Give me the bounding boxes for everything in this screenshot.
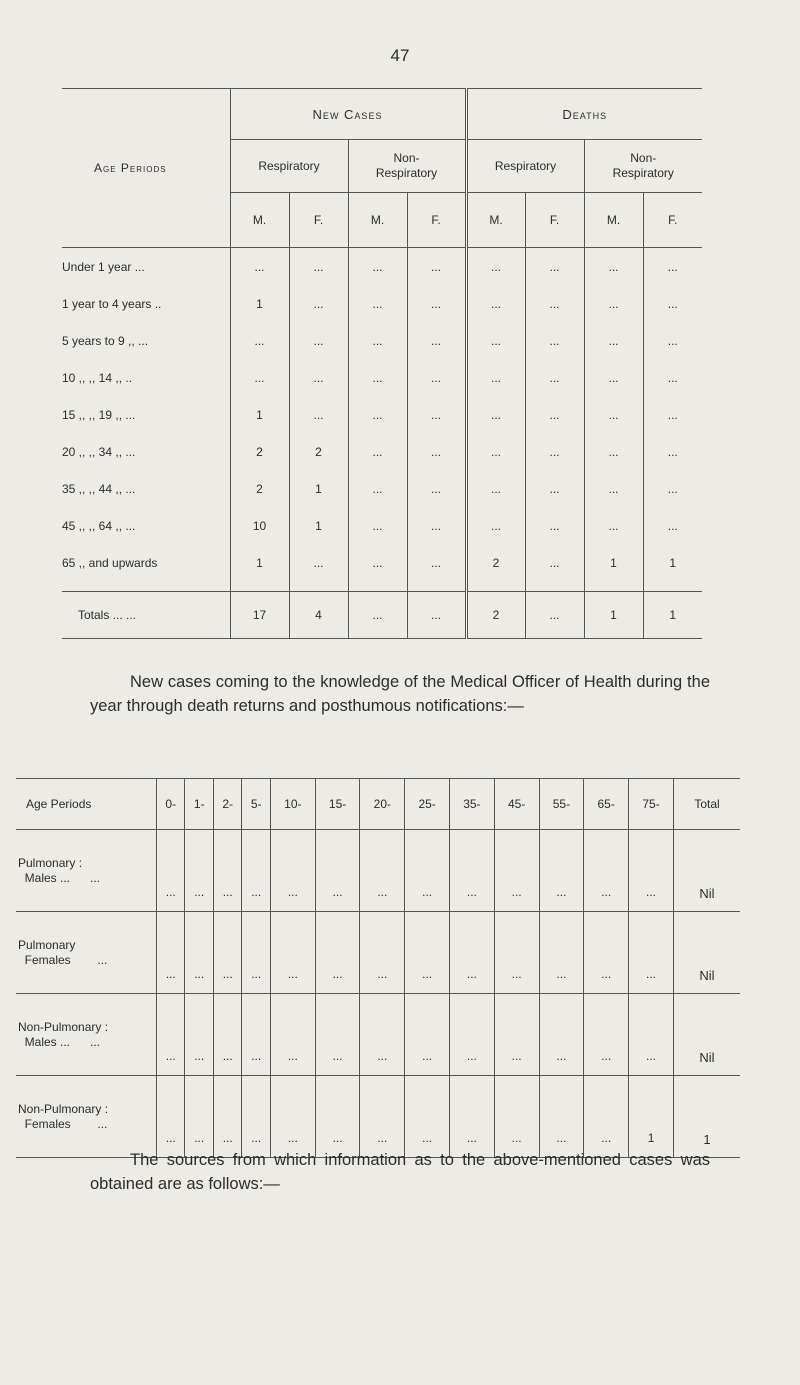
table-cell: ... [348,470,407,507]
table-cell: ... [270,912,315,994]
table-row [62,507,702,544]
table-cell: ... [643,396,702,433]
table-cell: 4 [289,592,348,639]
row-label [16,1076,157,1158]
table-cell: ... [584,1076,629,1158]
table-row [16,994,740,1076]
table-cell: ... [315,994,360,1076]
table-cell: 2 [289,433,348,470]
table-cell: ... [348,285,407,322]
age-column-header: 25- [405,779,450,830]
table-cell: ... [405,1076,450,1158]
table-cell: ... [584,248,643,286]
table-cell: ... [643,359,702,396]
table-cell: ... [525,322,584,359]
new-non-respiratory-header: Non- Respiratory [348,140,466,193]
table-cell: ... [213,994,241,1076]
table-row [62,285,702,322]
table-cell: ... [466,507,525,544]
table-cell: 1 [643,544,702,581]
totals-row [62,592,702,639]
table-cell: ... [157,830,185,912]
table-row [62,396,702,433]
sex-male-header: M. [348,193,407,248]
table-cell: ... [466,285,525,322]
age-period-label: 1 year to 4 years .. [62,296,162,311]
age-column-header: 35- [450,779,495,830]
table-cell: ... [525,248,584,286]
table-cell: ... [643,285,702,322]
table-cell: ... [629,994,674,1076]
table-cell: 1 [230,396,289,433]
table-cell: ... [360,912,405,994]
table-cell: 2 [230,470,289,507]
table-cell: ... [450,912,495,994]
table-cell: ... [157,912,185,994]
row-label [16,912,157,994]
table-cell: 1 [230,285,289,322]
table-cell: ... [407,248,466,286]
table-cell: ... [525,544,584,581]
table-row [62,544,702,581]
table-cell: ... [289,359,348,396]
total-cell: Nil [674,912,741,994]
total-cell: Nil [674,830,741,912]
table-cell: ... [643,470,702,507]
age-column-header: 2- [213,779,241,830]
age-period-label: 20 ,, ,, 34 ,, ... [62,444,136,459]
table-cell: ... [348,433,407,470]
age-column-header: 10- [270,779,315,830]
notifications-paragraph: New cases coming to the knowledge of the Medical Officer of Health during the year through death returns and posthumous notifications:— [90,673,710,715]
age-column-header: 5- [242,779,270,830]
table-cell: ... [494,830,539,912]
table-cell: ... [466,248,525,286]
table-cell: ... [629,912,674,994]
table-cell: ... [494,912,539,994]
table-cell: ... [185,1076,213,1158]
table-cell: ... [525,285,584,322]
total-cell: 1 [674,1076,741,1158]
row-label-line2: Females ... [18,1116,108,1131]
table-cell: ... [584,912,629,994]
table-cell: ... [539,994,584,1076]
deaths-respiratory-header: Respiratory [466,140,584,193]
table-cell: ... [185,994,213,1076]
table-cell: ... [643,322,702,359]
table-cell: 17 [230,592,289,639]
table-cell: ... [407,592,466,639]
table-cell: ... [525,592,584,639]
table-cell: ... [289,322,348,359]
table-cell: ... [450,1076,495,1158]
table-cell: ... [584,322,643,359]
table-cell: ... [213,1076,241,1158]
table-cell: ... [405,912,450,994]
table-cell: 2 [466,592,525,639]
table-cell: ... [407,507,466,544]
table-cell: ... [407,396,466,433]
table-cell: ... [348,359,407,396]
sources-paragraph: The sources from which information as to the above-mentioned cases was obtained are as follows:— [90,1151,710,1193]
table-cell: ... [407,285,466,322]
table-cell: ... [450,830,495,912]
table-cell: ... [270,1076,315,1158]
sex-female-header: F. [525,193,584,248]
table-cell: ... [242,1076,270,1158]
sex-female-header: F. [407,193,466,248]
table-cell: ... [230,359,289,396]
table-cell: ... [213,912,241,994]
table-cell: ... [289,544,348,581]
table-cell: ... [643,433,702,470]
table-cell: ... [584,470,643,507]
table-cell: ... [348,507,407,544]
table-row [62,470,702,507]
table-cell: ... [450,994,495,1076]
row-label-line2: Males ... ... [18,1034,101,1049]
table-cell: ... [584,830,629,912]
table-cell: ... [466,322,525,359]
age-column-header: Total [674,779,741,830]
table-cell: ... [270,830,315,912]
table-cell: ... [494,994,539,1076]
table-cell: ... [539,912,584,994]
table-row [62,248,702,286]
table-cell: ... [242,912,270,994]
age-periods-header: Age Periods [16,779,157,830]
age-periods-header: Age Periods [62,89,230,248]
table-cell: ... [466,396,525,433]
table-cell: ... [315,912,360,994]
table-cell: ... [360,1076,405,1158]
table-cell: ... [315,830,360,912]
table-cell: ... [584,433,643,470]
table-cell: ... [629,830,674,912]
table-cell: ... [242,994,270,1076]
table-cell: ... [466,470,525,507]
table-cell: ... [525,433,584,470]
sex-male-header: M. [230,193,289,248]
table-row [62,359,702,396]
row-label-line1: Pulmonary : [18,855,83,870]
table-cell: 2 [466,544,525,581]
table-cell: 1 [643,592,702,639]
spacer-row [62,581,702,592]
age-period-label: Under 1 year ... [62,259,145,274]
age-column-header: 65- [584,779,629,830]
table-row [62,322,702,359]
table-cell: ... [539,1076,584,1158]
table-cell: ... [643,248,702,286]
row-label [16,994,157,1076]
table-cell: ... [360,994,405,1076]
table-cell: ... [494,1076,539,1158]
table-cell: ... [348,396,407,433]
table-cell: ... [213,830,241,912]
sex-male-header: M. [466,193,525,248]
table-cell: ... [348,592,407,639]
row-label-line1: Non-Pulmonary : [18,1019,109,1034]
age-period-label: 10 ,, ,, 14 ,, .. [62,370,133,385]
table-cell: ... [360,830,405,912]
table-cell: ... [525,470,584,507]
table-row [16,912,740,994]
table-cell: ... [466,359,525,396]
table-cell: ... [230,322,289,359]
table-row [16,1076,740,1158]
age-column-header: 0- [157,779,185,830]
row-label-line2: Males ... ... [18,870,101,885]
table-cell: ... [348,248,407,286]
table-cell: ... [405,830,450,912]
table-cell: ... [315,1076,360,1158]
table-cell: 1 [629,1076,674,1158]
table-cell: ... [584,507,643,544]
table-cell: ... [289,285,348,322]
row-label-line1: Pulmonary [18,937,76,952]
row-label-line1: Non-Pulmonary : [18,1101,109,1116]
table-row [62,433,702,470]
table-cell: ... [185,830,213,912]
table-cell: ... [466,433,525,470]
table-cell: ... [525,359,584,396]
age-period-label: 5 years to 9 ,, ... [62,333,149,348]
sex-male-header: M. [584,193,643,248]
table-cell: ... [407,359,466,396]
age-column-header: 45- [494,779,539,830]
table-cell: ... [270,994,315,1076]
table-cell: ... [525,396,584,433]
table-cell: ... [643,507,702,544]
table-cell: ... [230,248,289,286]
deaths-header: Deaths [466,89,702,140]
row-label [16,830,157,912]
table-cell: 1 [289,470,348,507]
table-cell: ... [407,433,466,470]
table-cell: 1 [584,592,643,639]
age-period-label: 35 ,, ,, 44 ,, ... [62,481,136,496]
table-cell: ... [289,248,348,286]
sex-female-header: F. [643,193,702,248]
new-respiratory-header: Respiratory [230,140,348,193]
table-cell: ... [157,1076,185,1158]
table-cell: ... [584,994,629,1076]
table-cell: ... [242,830,270,912]
table-cell: ... [405,994,450,1076]
table-cell: ... [348,322,407,359]
table-cell: ... [157,994,185,1076]
table-cell: 10 [230,507,289,544]
table-cell: ... [584,396,643,433]
table-cell: ... [584,285,643,322]
table-cell: ... [539,830,584,912]
sex-female-header: F. [289,193,348,248]
age-period-label: Totals ... ... [62,592,230,639]
table-cell: 2 [230,433,289,470]
age-column-header: 15- [315,779,360,830]
table-cell: ... [348,544,407,581]
age-period-label: 15 ,, ,, 19 ,, ... [62,407,136,422]
table-cell: 1 [230,544,289,581]
table-cell: ... [185,912,213,994]
page-number: 47 [390,46,410,65]
row-label-line2: Females ... [18,952,108,967]
age-column-header: 1- [185,779,213,830]
age-period-label: 45 ,, ,, 64 ,, ... [62,518,136,533]
table-row [16,830,740,912]
new-cases-deaths-table [62,88,702,639]
table-cell: 1 [584,544,643,581]
posthumous-notifications-table [16,778,740,1158]
age-column-header: 55- [539,779,584,830]
table-cell: ... [525,507,584,544]
new-cases-header: New Cases [230,89,466,140]
table-cell: 1 [289,507,348,544]
age-column-header: 20- [360,779,405,830]
age-column-header: 75- [629,779,674,830]
table-cell: ... [289,396,348,433]
table-cell: ... [407,544,466,581]
total-cell: Nil [674,994,741,1076]
deaths-non-respiratory-header: Non- Respiratory [584,140,702,193]
table-cell: ... [407,470,466,507]
age-period-label: 65 ,, and upwards [62,555,158,570]
table-cell: ... [584,359,643,396]
table-cell: ... [407,322,466,359]
